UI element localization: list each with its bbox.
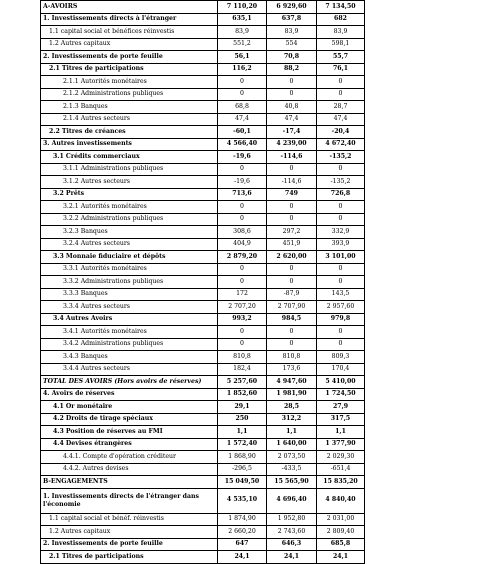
value-cell-2: 1 981,90 bbox=[267, 388, 317, 401]
value-cell-3: 0 bbox=[317, 213, 365, 226]
value-cell-1: 56,1 bbox=[218, 51, 267, 64]
table-row bbox=[41, 126, 365, 139]
value-cell-2: 554 bbox=[267, 38, 317, 51]
row-label: 2.1 Titres de participations bbox=[41, 551, 218, 564]
value-cell-3: -651,4 bbox=[317, 463, 365, 476]
row-label: 3.2.2 Administrations publiques bbox=[41, 213, 218, 226]
value-cell-2: 646,3 bbox=[267, 538, 317, 551]
row-label: 3. Autres investissements bbox=[41, 138, 218, 151]
value-cell-3: 3 101,00 bbox=[317, 251, 365, 264]
table-row bbox=[41, 26, 365, 39]
row-label: 3.2 Prêts bbox=[41, 188, 218, 201]
row-label: 2.1.1 Autorités monétaires bbox=[41, 76, 218, 89]
value-cell-3: 0 bbox=[317, 263, 365, 276]
table-row bbox=[41, 201, 365, 214]
value-cell-1: 713,6 bbox=[218, 188, 267, 201]
value-cell-3: 170,4 bbox=[317, 363, 365, 376]
value-cell-1: 47,4 bbox=[218, 113, 267, 126]
value-cell-1: 1,1 bbox=[218, 426, 267, 439]
table-row bbox=[41, 138, 365, 151]
value-cell-1: 0 bbox=[218, 338, 267, 351]
value-cell-1: 15 049,50 bbox=[218, 476, 267, 489]
value-cell-2: 28,5 bbox=[267, 401, 317, 414]
value-cell-2: 0 bbox=[267, 326, 317, 339]
value-cell-2: 0 bbox=[267, 213, 317, 226]
table-row bbox=[41, 76, 365, 89]
value-cell-1: 1 852,60 bbox=[218, 388, 267, 401]
table-row bbox=[41, 151, 365, 164]
value-cell-2: 83,9 bbox=[267, 26, 317, 39]
value-cell-1: 1 572,40 bbox=[218, 438, 267, 451]
value-cell-3: 15 835,20 bbox=[317, 476, 365, 489]
table-row bbox=[41, 276, 365, 289]
value-cell-2: 1,1 bbox=[267, 426, 317, 439]
value-cell-3: 332,9 bbox=[317, 226, 365, 239]
table-row bbox=[41, 426, 365, 439]
value-cell-1: 250 bbox=[218, 413, 267, 426]
value-cell-3: 0 bbox=[317, 326, 365, 339]
row-label: 3.3.1 Autorités monétaires bbox=[41, 263, 218, 276]
value-cell-1: 635,1 bbox=[218, 13, 267, 26]
value-cell-1: 68,8 bbox=[218, 101, 267, 114]
table-row bbox=[41, 213, 365, 226]
value-cell-2: 1 640,00 bbox=[267, 438, 317, 451]
table-row bbox=[41, 101, 365, 114]
value-cell-2: 984,5 bbox=[267, 313, 317, 326]
value-cell-1: 647 bbox=[218, 538, 267, 551]
value-cell-1: 5 257,60 bbox=[218, 376, 267, 389]
value-cell-1: 182,4 bbox=[218, 363, 267, 376]
value-cell-3: 0 bbox=[317, 76, 365, 89]
table-row bbox=[41, 1, 365, 14]
table-row bbox=[41, 301, 365, 314]
value-cell-1: -60,1 bbox=[218, 126, 267, 139]
value-cell-3: -135,2 bbox=[317, 176, 365, 189]
row-label: 1.1 capital social et bénéfices réinvestis bbox=[41, 26, 218, 39]
value-cell-3: 76,1 bbox=[317, 63, 365, 76]
table-row bbox=[41, 338, 365, 351]
value-cell-2: 0 bbox=[267, 76, 317, 89]
value-cell-1: 4 535,10 bbox=[218, 488, 267, 513]
value-cell-1: 1 868,90 bbox=[218, 451, 267, 464]
table-row bbox=[41, 413, 365, 426]
table-row bbox=[41, 376, 365, 389]
balance-sheet-table-container bbox=[40, 0, 364, 560]
row-label: 4.3 Position de réserves au FMI bbox=[41, 426, 218, 439]
value-cell-2: 88,2 bbox=[267, 63, 317, 76]
value-cell-2: -87,9 bbox=[267, 288, 317, 301]
value-cell-2: 297,2 bbox=[267, 226, 317, 239]
value-cell-1: -19,6 bbox=[218, 151, 267, 164]
value-cell-3: 809,3 bbox=[317, 351, 365, 364]
row-label: 4.4.1. Compte d'opération créditeur bbox=[41, 451, 218, 464]
table-row bbox=[41, 288, 365, 301]
value-cell-3: 83,9 bbox=[317, 26, 365, 39]
value-cell-3: 27,9 bbox=[317, 401, 365, 414]
value-cell-2: 0 bbox=[267, 338, 317, 351]
row-label: 2.1.3 Banques bbox=[41, 101, 218, 114]
value-cell-1: 0 bbox=[218, 88, 267, 101]
value-cell-3: 1 377,90 bbox=[317, 438, 365, 451]
value-cell-3: 598,1 bbox=[317, 38, 365, 51]
row-label: 2.2 Titres de créances bbox=[41, 126, 218, 139]
value-cell-1: 404,9 bbox=[218, 238, 267, 251]
value-cell-1: 993,2 bbox=[218, 313, 267, 326]
value-cell-1: 7 110,20 bbox=[218, 1, 267, 14]
value-cell-3: 979,8 bbox=[317, 313, 365, 326]
value-cell-2: 637,8 bbox=[267, 13, 317, 26]
table-row bbox=[41, 38, 365, 51]
value-cell-1: 4 566,40 bbox=[218, 138, 267, 151]
value-cell-2: 40,8 bbox=[267, 101, 317, 114]
table-row bbox=[41, 451, 365, 464]
value-cell-2: 47,4 bbox=[267, 113, 317, 126]
value-cell-1: 1 874,90 bbox=[218, 513, 267, 526]
value-cell-1: 810,8 bbox=[218, 351, 267, 364]
table-row bbox=[41, 551, 365, 564]
row-label: 2. Investissements de porte feuille bbox=[41, 538, 218, 551]
value-cell-1: 551,2 bbox=[218, 38, 267, 51]
row-label: 3.1.2 Autres secteurs bbox=[41, 176, 218, 189]
row-label: 3.3.4 Autres secteurs bbox=[41, 301, 218, 314]
table-row bbox=[41, 13, 365, 26]
value-cell-2: -114,6 bbox=[267, 151, 317, 164]
table-row bbox=[41, 326, 365, 339]
row-label: 4. Avoirs de réserves bbox=[41, 388, 218, 401]
table-row bbox=[41, 251, 365, 264]
value-cell-3: 393,9 bbox=[317, 238, 365, 251]
table-row bbox=[41, 113, 365, 126]
value-cell-2: 1 952,80 bbox=[267, 513, 317, 526]
value-cell-3: 0 bbox=[317, 88, 365, 101]
value-cell-1: 0 bbox=[218, 263, 267, 276]
row-label: 2. Investissements de porte feuille bbox=[41, 51, 218, 64]
value-cell-3: 682 bbox=[317, 13, 365, 26]
table-row bbox=[41, 176, 365, 189]
value-cell-2: 0 bbox=[267, 163, 317, 176]
value-cell-2: 4 947,60 bbox=[267, 376, 317, 389]
row-label: 3.2.4 Autres secteurs bbox=[41, 238, 218, 251]
row-label: 1.2 Autres capitaux bbox=[41, 526, 218, 539]
table-row bbox=[41, 476, 365, 489]
value-cell-3: 4 672,40 bbox=[317, 138, 365, 151]
value-cell-3: -20,4 bbox=[317, 126, 365, 139]
row-label: 4.1 Or monétaire bbox=[41, 401, 218, 414]
value-cell-1: 29,1 bbox=[218, 401, 267, 414]
table-row bbox=[41, 488, 365, 513]
row-label: 3.4 Autres Avoirs bbox=[41, 313, 218, 326]
value-cell-3: 143,5 bbox=[317, 288, 365, 301]
value-cell-2: 6 929,60 bbox=[267, 1, 317, 14]
value-cell-1: 24,1 bbox=[218, 551, 267, 564]
table-row bbox=[41, 51, 365, 64]
value-cell-2: 15 565,90 bbox=[267, 476, 317, 489]
value-cell-3: 2 031,00 bbox=[317, 513, 365, 526]
value-cell-3: 24,1 bbox=[317, 551, 365, 564]
row-label: A-AVOIRS bbox=[41, 1, 218, 14]
value-cell-2: 70,8 bbox=[267, 51, 317, 64]
value-cell-2: 2 620,00 bbox=[267, 251, 317, 264]
value-cell-3: 28,7 bbox=[317, 101, 365, 114]
value-cell-1: 0 bbox=[218, 163, 267, 176]
table-row bbox=[41, 401, 365, 414]
value-cell-3: 0 bbox=[317, 201, 365, 214]
table-row bbox=[41, 238, 365, 251]
row-label: 3.3.2 Administrations publiques bbox=[41, 276, 218, 289]
row-label: 3.3.3 Banques bbox=[41, 288, 218, 301]
value-cell-1: 0 bbox=[218, 76, 267, 89]
value-cell-1: 116,2 bbox=[218, 63, 267, 76]
row-label: 3.2.1 Autorités monétaires bbox=[41, 201, 218, 214]
row-label: 1. Investissements directs à l'étranger bbox=[41, 13, 218, 26]
value-cell-2: 2 743,60 bbox=[267, 526, 317, 539]
row-label: 2.1.2 Administrations publiques bbox=[41, 88, 218, 101]
value-cell-2: 2 073,50 bbox=[267, 451, 317, 464]
table-row bbox=[41, 63, 365, 76]
value-cell-3: 5 410,00 bbox=[317, 376, 365, 389]
value-cell-3: -135,2 bbox=[317, 151, 365, 164]
row-label: 2.1 Titres de participations bbox=[41, 63, 218, 76]
value-cell-3: 726,8 bbox=[317, 188, 365, 201]
value-cell-3: 1 724,50 bbox=[317, 388, 365, 401]
value-cell-3: 0 bbox=[317, 276, 365, 289]
value-cell-3: 317,5 bbox=[317, 413, 365, 426]
table-row bbox=[41, 263, 365, 276]
value-cell-1: 308,6 bbox=[218, 226, 267, 239]
value-cell-3: 0 bbox=[317, 163, 365, 176]
row-label: 4.4 Devises étrangères bbox=[41, 438, 218, 451]
row-label: B-ENGAGEMENTS bbox=[41, 476, 218, 489]
row-label: 3.4.4 Autres secteurs bbox=[41, 363, 218, 376]
table-row bbox=[41, 163, 365, 176]
value-cell-2: 0 bbox=[267, 263, 317, 276]
table-row bbox=[41, 513, 365, 526]
value-cell-1: 2 707,20 bbox=[218, 301, 267, 314]
value-cell-1: 0 bbox=[218, 213, 267, 226]
row-label: 4.2 Droits de tirage spéciaux bbox=[41, 413, 218, 426]
table-row bbox=[41, 313, 365, 326]
value-cell-1: 172 bbox=[218, 288, 267, 301]
value-cell-1: 83,9 bbox=[218, 26, 267, 39]
row-label: TOTAL DES AVOIRS (Hors avoirs de réserves) bbox=[41, 376, 218, 389]
value-cell-2: 749 bbox=[267, 188, 317, 201]
value-cell-1: 0 bbox=[218, 326, 267, 339]
value-cell-3: 47,4 bbox=[317, 113, 365, 126]
value-cell-1: 0 bbox=[218, 201, 267, 214]
table-row bbox=[41, 526, 365, 539]
table-row bbox=[41, 538, 365, 551]
value-cell-2: 810,8 bbox=[267, 351, 317, 364]
table-row bbox=[41, 438, 365, 451]
value-cell-2: 24,1 bbox=[267, 551, 317, 564]
value-cell-2: 4 239,00 bbox=[267, 138, 317, 151]
value-cell-2: 173,6 bbox=[267, 363, 317, 376]
value-cell-1: 0 bbox=[218, 276, 267, 289]
table-row bbox=[41, 388, 365, 401]
table-row bbox=[41, 351, 365, 364]
value-cell-2: -17,4 bbox=[267, 126, 317, 139]
row-label: 3.1.1 Administrations publiques bbox=[41, 163, 218, 176]
value-cell-3: 0 bbox=[317, 338, 365, 351]
value-cell-1: 2 879,20 bbox=[218, 251, 267, 264]
row-label: 3.2.3 Banques bbox=[41, 226, 218, 239]
value-cell-2: -114,6 bbox=[267, 176, 317, 189]
value-cell-2: 4 696,40 bbox=[267, 488, 317, 513]
value-cell-3: 685,8 bbox=[317, 538, 365, 551]
value-cell-2: 0 bbox=[267, 201, 317, 214]
row-label: 2.1.4 Autres secteurs bbox=[41, 113, 218, 126]
value-cell-3: 2 957,60 bbox=[317, 301, 365, 314]
value-cell-1: -296,5 bbox=[218, 463, 267, 476]
row-label: 3.1 Crédits commerciaux bbox=[41, 151, 218, 164]
value-cell-3: 55,7 bbox=[317, 51, 365, 64]
row-label: 3.4.2 Administrations publiques bbox=[41, 338, 218, 351]
row-label: 1.1 capital social et bénéf. réinvestis bbox=[41, 513, 218, 526]
row-label: 3.4.3 Banques bbox=[41, 351, 218, 364]
value-cell-2: 0 bbox=[267, 88, 317, 101]
table-row bbox=[41, 363, 365, 376]
value-cell-2: 451,9 bbox=[267, 238, 317, 251]
value-cell-2: 2 707,90 bbox=[267, 301, 317, 314]
value-cell-1: -19,6 bbox=[218, 176, 267, 189]
value-cell-3: 2 809,40 bbox=[317, 526, 365, 539]
table-row bbox=[41, 88, 365, 101]
value-cell-3: 1,1 bbox=[317, 426, 365, 439]
value-cell-2: -433,5 bbox=[267, 463, 317, 476]
row-label: 4.4.2. Autres devises bbox=[41, 463, 218, 476]
value-cell-3: 2 029,30 bbox=[317, 451, 365, 464]
value-cell-3: 4 840,40 bbox=[317, 488, 365, 513]
row-label: 1. Investissements directs de l'étranger dans l'économie bbox=[41, 488, 218, 513]
value-cell-2: 0 bbox=[267, 276, 317, 289]
table-row bbox=[41, 226, 365, 239]
value-cell-3: 7 134,50 bbox=[317, 1, 365, 14]
value-cell-2: 312,2 bbox=[267, 413, 317, 426]
value-cell-1: 2 660,20 bbox=[218, 526, 267, 539]
table-body bbox=[41, 1, 365, 564]
table-row bbox=[41, 463, 365, 476]
row-label: 1.2 Autres capitaux bbox=[41, 38, 218, 51]
row-label: 3.4.1 Autorités monétaires bbox=[41, 326, 218, 339]
row-label: 3.3 Monnaie fiduciaire et dépôts bbox=[41, 251, 218, 264]
balance-sheet-table bbox=[40, 0, 365, 564]
table-row bbox=[41, 188, 365, 201]
